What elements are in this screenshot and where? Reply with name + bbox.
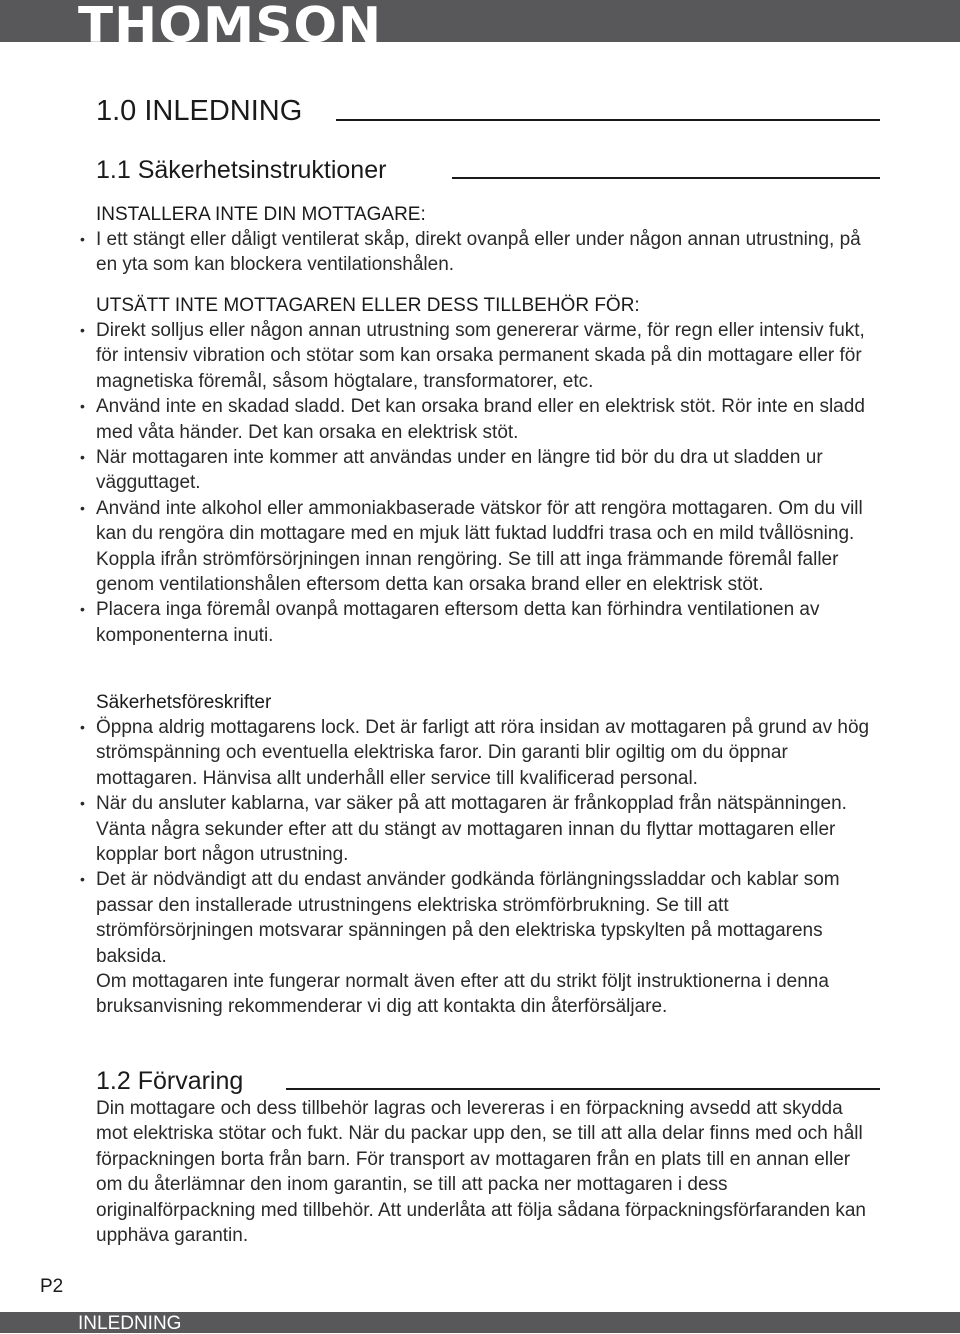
list-item: • Det är nödvändigt att du endast använder godkända förlängningssladdar och kablar som passar den installerade utrustningens elektriska strömförbrukning. Se till att strömförsörjningen motsvarar spänningen på den elektriska typskylten på mottagarens baksida.	[80, 869, 840, 967]
bullet-icon: •	[80, 231, 85, 247]
section-1-2-title: 1.2 Förvaring	[96, 1067, 244, 1095]
exposure-warnings	[78, 293, 878, 648]
section-1-1-title: 1.1 Säkerhetsinstruktioner	[96, 156, 387, 184]
section-1-2-heading	[96, 1066, 243, 1096]
footer-section-label: INLEDNING	[78, 1313, 182, 1334]
chapter-title-rule	[336, 119, 880, 121]
section-1-1-heading	[96, 155, 386, 185]
page-number: P2	[40, 1276, 64, 1297]
bullet-icon: •	[80, 601, 85, 618]
bullet-icon: •	[80, 871, 85, 888]
list-item: • I ett stängt eller dåligt ventilerat skåp, direkt ovanpå eller under någon annan utrustning, på en yta som kan blockera ventilationshålen.	[80, 229, 861, 276]
list-item: • Använd inte en skadad sladd. Det kan orsaka brand eller en elektrisk stöt. Rör inte en sladd med våta händer. Det kan orsaka en elektrisk stöt.	[80, 396, 865, 443]
list-item: • När mottagaren inte kommer att användas under en längre tid bör du dra ut sladden ur vägguttaget.	[80, 447, 823, 494]
list-item: • Direkt solljus eller någon annan utrustning som genererar värme, för regn eller intensiv fukt, för intensiv vibration och stötar som kan orsaka permanent skada på din mottagare eller för magnetiska föremål, såsom högtalare, transformatorer, etc.	[80, 320, 865, 392]
safety-precautions	[78, 690, 878, 1020]
list-item: • Använd inte alkohol eller ammoniakbaserade vätskor för att rengöra mottagaren. Om du vill kan du rengöra din mottagare med en mjuk lätt fuktad luddfri trasa och en mild tvållösning. Koppla ifrån strömförsörjningen innan rengöring. Se till att inga främmande föremål faller genom ventilationshålen eftersom detta kan orsaka brand eller en elektrisk stöt.	[80, 497, 863, 596]
storage-body: Din mottagare och dess tillbehör lagras och levereras i en förpackning avsedd att skydda mot elektriska stötar och fukt. När du packar upp den, se till att alla delar finns med och håll förpackningen borta från barn. För transport av mottagaren från en plats till en annan eller om du återlämnar den inom garantin, se till att packa ner mottagaren i dess originalförpackning med tillbehör. Att underlåta att följa sådana förpackningsförfaranden kan upphäva garantin.	[96, 1098, 866, 1247]
bullet-icon: •	[80, 719, 85, 735]
bullet-icon: •	[80, 449, 85, 466]
install-heading: INSTALLERA INTE DIN MOTTAGARE:	[96, 204, 426, 225]
install-warnings	[78, 202, 878, 278]
safety-heading: Säkerhetsföreskrifter	[96, 692, 272, 713]
section-1-1-rule	[452, 177, 880, 179]
section-1-2-rule	[286, 1088, 880, 1090]
list-item: • Öppna aldrig mottagarens lock. Det är farligt att röra insidan av mottagaren på grund av hög strömspänning och eventuella elektriska faror. Din garanti blir ogiltig om du öppnar mottagaren. Hänvisa allt underhåll eller service till kvalificerad personal.	[80, 717, 870, 789]
list-item: • Placera inga föremål ovanpå mottagaren eftersom detta kan förhindra ventilationen av komponenterna inuti.	[80, 599, 820, 646]
exposure-heading: UTSÄTT INTE MOTTAGAREN ELLER DESS TILLBEHÖR FÖR:	[96, 295, 640, 316]
chapter-heading	[96, 95, 302, 127]
chapter-title: 1.0 INLEDNING	[96, 95, 303, 127]
brand-logo: THOMSON	[78, 0, 383, 54]
bullet-icon: •	[80, 795, 85, 812]
list-item: • När du ansluter kablarna, var säker på att mottagaren är frånkopplad från nätspänningen. Vänta några sekunder efter att du stängt av mottagaren innan du flyttar mottagaren eller kopplar bort någon utrustning.	[80, 793, 847, 866]
safety-closing: Om mottagaren inte fungerar normalt även efter att du strikt följt instruktionerna i denna bruksanvisning rekommenderar vi dig att kontakta din återförsäljare.	[96, 971, 829, 1018]
bullet-icon: •	[80, 499, 85, 516]
bullet-icon: •	[80, 322, 85, 338]
storage-section	[78, 1096, 878, 1248]
bullet-icon: •	[80, 398, 85, 415]
